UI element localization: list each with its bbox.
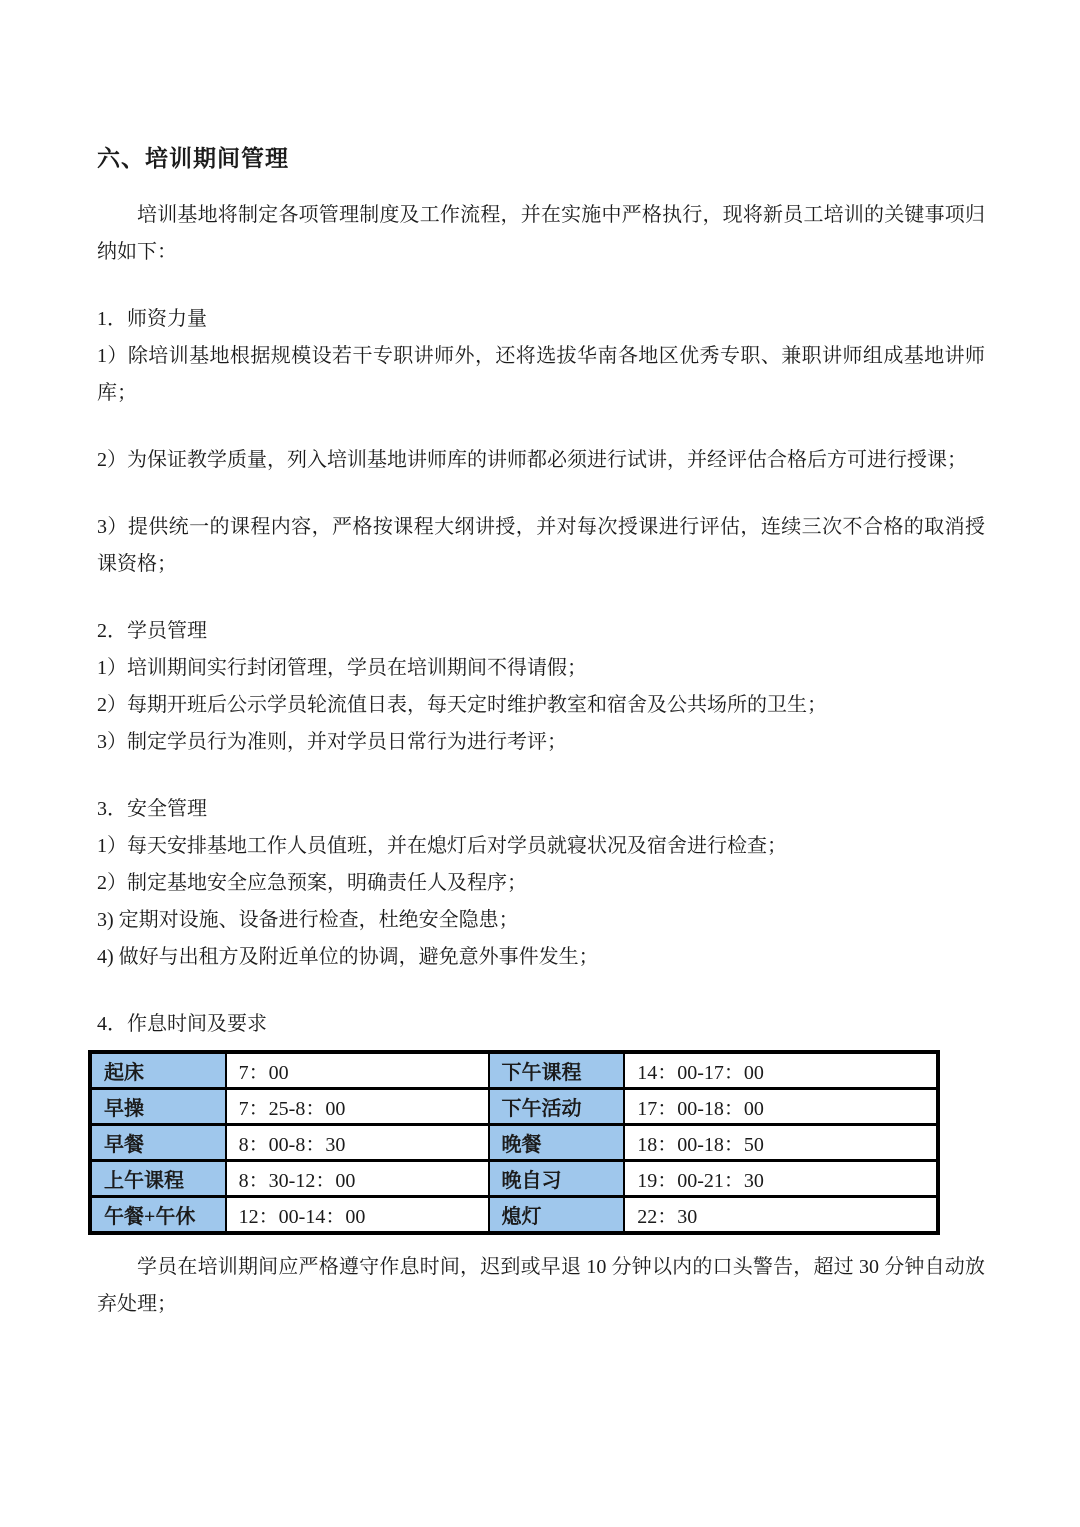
schedule-time: 7：25-8：00 [226, 1089, 489, 1125]
schedule-label: 下午课程 [489, 1052, 625, 1089]
schedule-label: 晚自习 [489, 1161, 625, 1197]
schedule-label: 熄灯 [489, 1197, 625, 1234]
section2-item-2: 2）每期开班后公示学员轮流值日表，每天定时维护教室和宿舍及公共场所的卫生； [97, 694, 827, 716]
section2-heading: 2．学员管理 [97, 620, 207, 642]
section1-item-1: 1）除培训基地根据规模设若干专职讲师外，还将选拔华南各地区优秀专职、兼职讲师组成基地讲师库； [97, 345, 985, 404]
schedule-label: 起床 [90, 1052, 226, 1089]
schedule-label: 上午课程 [90, 1161, 226, 1197]
schedule-time: 8：30-12：00 [226, 1161, 489, 1197]
page-title: 六、培训期间管理 [97, 146, 289, 171]
schedule-label: 早餐 [90, 1125, 226, 1161]
schedule-time: 12：00-14：00 [226, 1197, 489, 1234]
schedule-label: 早操 [90, 1089, 226, 1125]
table-row [90, 1089, 938, 1125]
section3-heading: 3．安全管理 [97, 798, 207, 820]
section4-heading: 4．作息时间及要求 [97, 1013, 267, 1035]
schedule-label: 下午活动 [489, 1089, 625, 1125]
schedule-time: 22：30 [624, 1197, 938, 1234]
section3-item-3: 3) 定期对设施、设备进行检查，杜绝安全隐患； [97, 909, 519, 931]
schedule-time: 7：00 [226, 1052, 489, 1089]
schedule-table [88, 1050, 940, 1235]
schedule-label: 午餐+午休 [90, 1197, 226, 1234]
intro-paragraph: 培训基地将制定各项管理制度及工作流程，并在实施中严格执行，现将新员工培训的关键事项归纳如下： [97, 204, 985, 263]
table-row [90, 1197, 938, 1234]
footer-paragraph: 学员在培训期间应严格遵守作息时间，迟到或早退 10 分钟以内的口头警告，超过 30 分钟自动放弃处理； [97, 1256, 985, 1315]
section3-item-4: 4) 做好与出租方及附近单位的协调，避免意外事件发生； [97, 946, 599, 968]
schedule-time: 18：00-18：50 [624, 1125, 938, 1161]
section2-item-1: 1）培训期间实行封闭管理，学员在培训期间不得请假； [97, 657, 587, 679]
section3-item-1: 1）每天安排基地工作人员值班，并在熄灯后对学员就寝状况及宿舍进行检查； [97, 835, 787, 857]
schedule-time: 19：00-21：30 [624, 1161, 938, 1197]
table-row [90, 1161, 938, 1197]
section3-item-2: 2）制定基地安全应急预案，明确责任人及程序； [97, 872, 527, 894]
table-row [90, 1125, 938, 1161]
section2-item-3: 3）制定学员行为准则，并对学员日常行为进行考评； [97, 731, 567, 753]
schedule-time: 14：00-17：00 [624, 1052, 938, 1089]
schedule-time: 17：00-18：00 [624, 1089, 938, 1125]
section1-heading: 1．师资力量 [97, 308, 207, 330]
section1-item-3: 3）提供统一的课程内容，严格按课程大纲讲授，并对每次授课进行评估，连续三次不合格的取消授课资格； [97, 516, 985, 575]
schedule-time: 8：00-8：30 [226, 1125, 489, 1161]
table-row [90, 1052, 938, 1089]
schedule-label: 晚餐 [489, 1125, 625, 1161]
section1-item-2: 2）为保证教学质量，列入培训基地讲师库的讲师都必须进行试讲，并经评估合格后方可进行授课； [97, 449, 967, 471]
